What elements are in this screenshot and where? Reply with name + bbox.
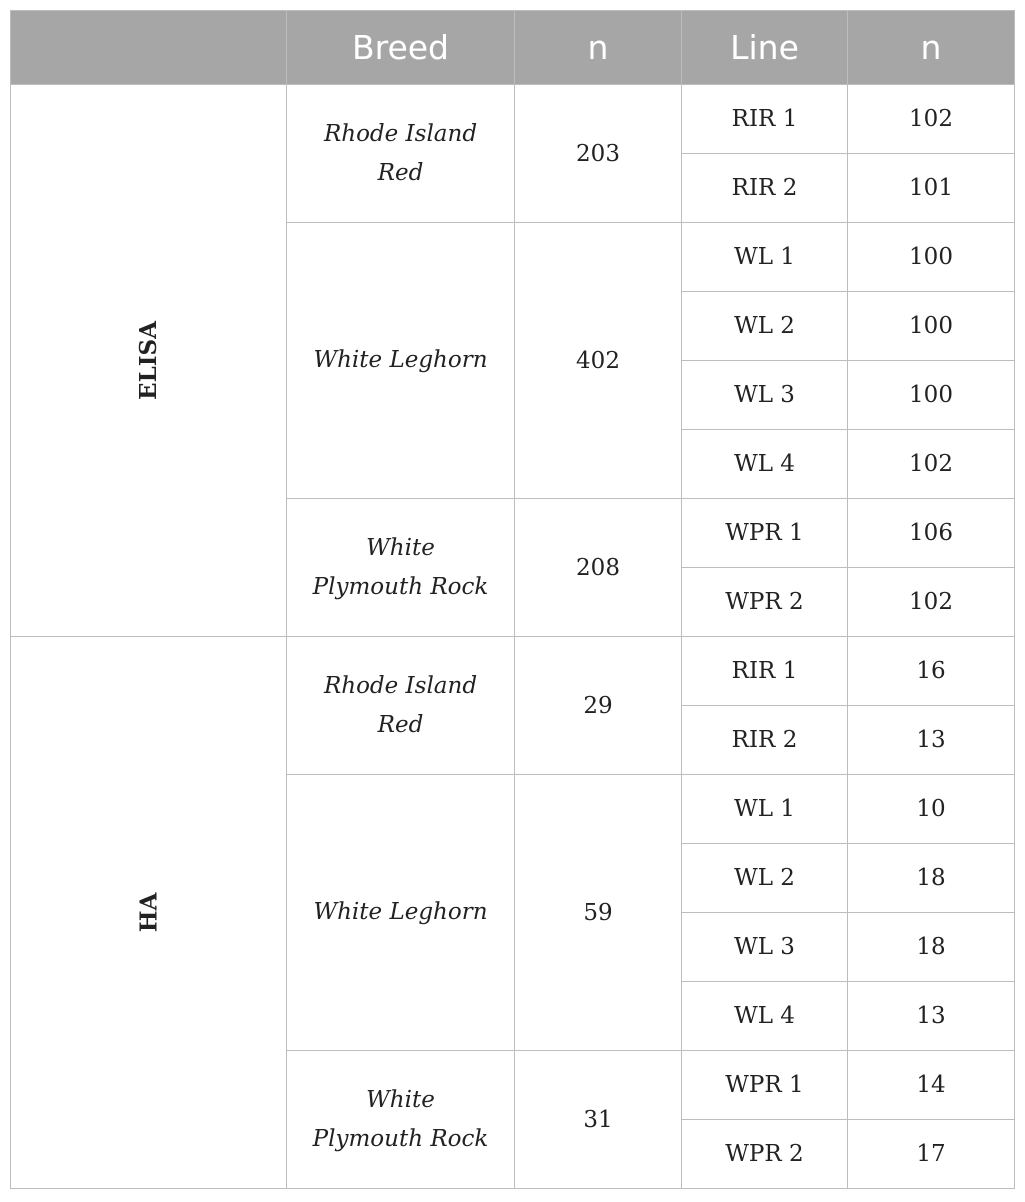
method-cell bbox=[11, 637, 287, 1189]
data-table bbox=[10, 10, 1015, 1189]
breed-label: White Plymouth Rock bbox=[312, 1086, 489, 1152]
line-cell: WL 2 bbox=[682, 292, 848, 361]
breed-n-cell: 208 bbox=[515, 499, 682, 637]
line-cell: WL 3 bbox=[682, 913, 848, 982]
line-n-cell: 101 bbox=[848, 154, 1015, 223]
line-n-cell: 10 bbox=[848, 775, 1015, 844]
method-label: HA bbox=[134, 892, 162, 933]
breed-cell bbox=[287, 775, 515, 1051]
header-breed: Breed bbox=[287, 11, 515, 85]
line-cell: WL 4 bbox=[682, 982, 848, 1051]
breed-label: Rhode Island Red bbox=[323, 672, 478, 738]
line-n-cell: 100 bbox=[848, 292, 1015, 361]
line-cell: WPR 2 bbox=[682, 568, 848, 637]
header-breed-n: n bbox=[515, 11, 682, 85]
breed-label: White Plymouth Rock bbox=[312, 534, 489, 600]
line-cell: WPR 1 bbox=[682, 499, 848, 568]
line-cell: RIR 1 bbox=[682, 637, 848, 706]
line-n-cell: 13 bbox=[848, 982, 1015, 1051]
line-n-cell: 16 bbox=[848, 637, 1015, 706]
breed-n-cell: 31 bbox=[515, 1051, 682, 1189]
line-n-cell: 13 bbox=[848, 706, 1015, 775]
header-method bbox=[11, 11, 287, 85]
line-n-cell: 102 bbox=[848, 430, 1015, 499]
line-n-cell: 100 bbox=[848, 361, 1015, 430]
line-cell: WL 4 bbox=[682, 430, 848, 499]
line-cell: WL 1 bbox=[682, 775, 848, 844]
line-cell: WL 3 bbox=[682, 361, 848, 430]
breed-cell bbox=[287, 223, 515, 499]
breed-cell bbox=[287, 637, 515, 775]
breed-n-cell: 29 bbox=[515, 637, 682, 775]
breed-cell bbox=[287, 1051, 515, 1189]
method-cell bbox=[11, 85, 287, 637]
line-cell: RIR 2 bbox=[682, 154, 848, 223]
line-n-cell: 106 bbox=[848, 499, 1015, 568]
line-n-cell: 100 bbox=[848, 223, 1015, 292]
line-n-cell: 18 bbox=[848, 844, 1015, 913]
breed-label: White Leghorn bbox=[313, 347, 488, 373]
method-label: ELISA bbox=[134, 321, 162, 400]
table-row bbox=[11, 637, 1015, 706]
line-cell: RIR 2 bbox=[682, 706, 848, 775]
breed-n-cell: 203 bbox=[515, 85, 682, 223]
line-cell: WPR 2 bbox=[682, 1120, 848, 1189]
breed-cell bbox=[287, 499, 515, 637]
breed-label: White Leghorn bbox=[313, 899, 488, 925]
breed-n-cell: 402 bbox=[515, 223, 682, 499]
line-cell: WL 2 bbox=[682, 844, 848, 913]
header-row bbox=[11, 11, 1015, 85]
table-row bbox=[11, 85, 1015, 154]
breed-cell bbox=[287, 85, 515, 223]
header-line-n: n bbox=[848, 11, 1015, 85]
line-cell: WL 1 bbox=[682, 223, 848, 292]
breed-n-cell: 59 bbox=[515, 775, 682, 1051]
line-cell: WPR 1 bbox=[682, 1051, 848, 1120]
line-n-cell: 14 bbox=[848, 1051, 1015, 1120]
line-n-cell: 102 bbox=[848, 568, 1015, 637]
header-line: Line bbox=[682, 11, 848, 85]
line-n-cell: 102 bbox=[848, 85, 1015, 154]
line-n-cell: 17 bbox=[848, 1120, 1015, 1189]
breed-label: Rhode Island Red bbox=[323, 120, 478, 186]
line-n-cell: 18 bbox=[848, 913, 1015, 982]
line-cell: RIR 1 bbox=[682, 85, 848, 154]
